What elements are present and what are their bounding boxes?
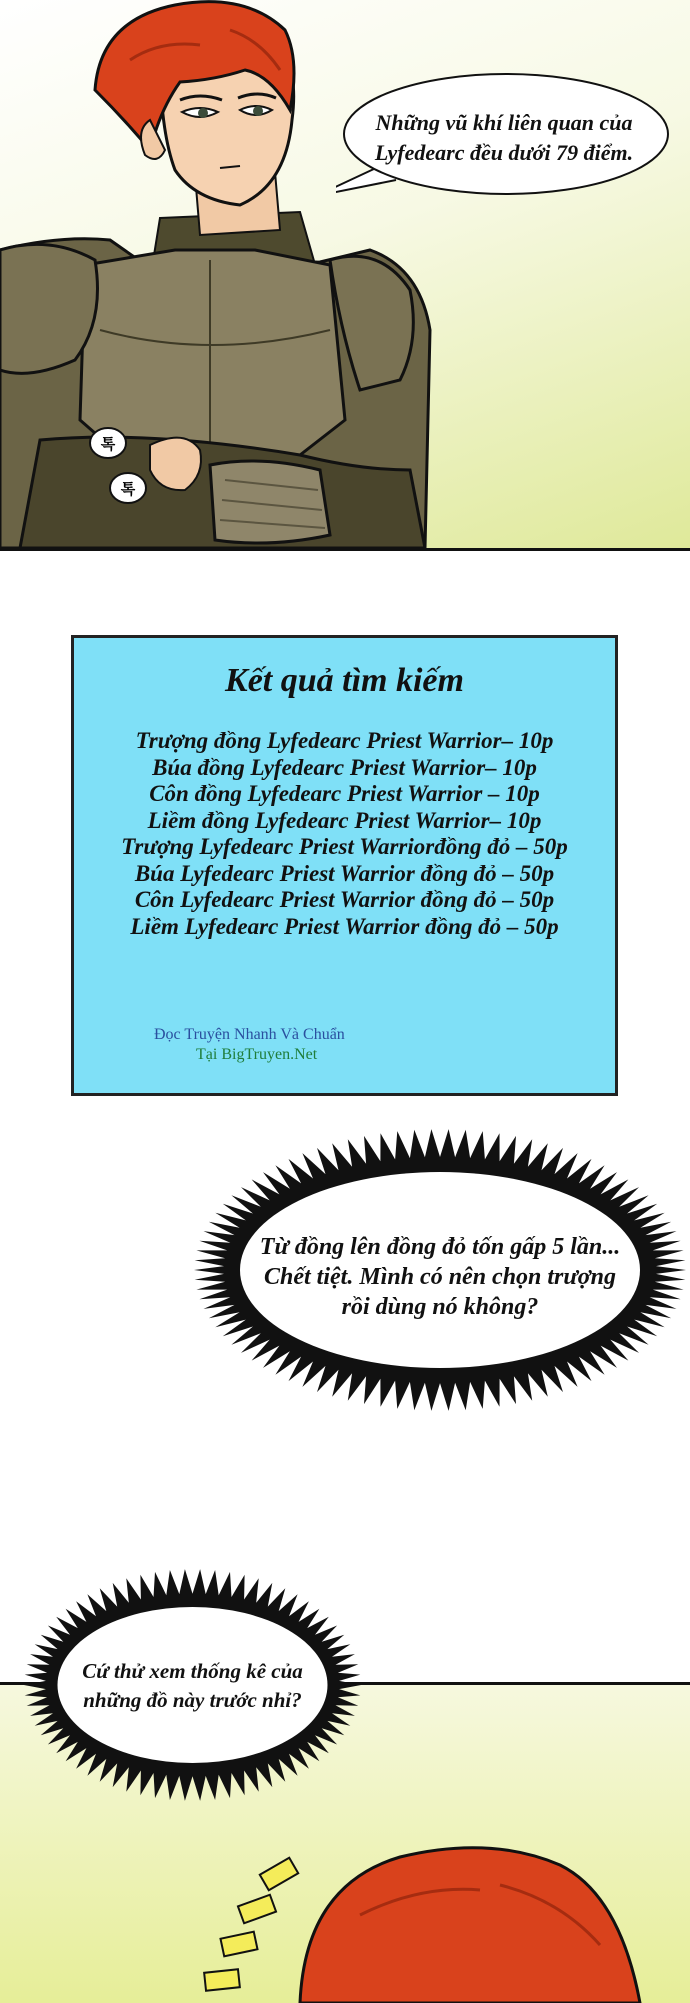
- result-item: Liềm đồng Lyfedearc Priest Warrior– 10p: [147, 807, 542, 833]
- result-item: Trượng đồng Lyfedearc Priest Warrior– 10p: [135, 728, 554, 753]
- search-results-title: Kết quả tìm kiếm: [225, 662, 464, 699]
- watermark-line-2: Tại BigTruyen.Net: [196, 1046, 318, 1063]
- result-item: Búa đồng Lyfedearc Priest Warrior– 10p: [152, 754, 537, 780]
- search-results-list: [74, 728, 615, 940]
- sfx-text-1: 톡: [100, 435, 116, 453]
- watermark: [154, 1025, 345, 1065]
- sfx-tap-1: [88, 425, 128, 466]
- burst2-line-1: Cứ thử xem thống kê của: [82, 1659, 303, 1683]
- burst-bubble-middle: [190, 1125, 690, 1415]
- sfx-text-2: 톡: [120, 480, 136, 498]
- result-item: Búa Lyfedearc Priest Warrior đồng đỏ – 50p: [134, 860, 555, 886]
- burst-bubble-bottom: [20, 1565, 365, 1805]
- watermark-line-1: Đọc Truyện Nhanh Và Chuẩn: [154, 1026, 345, 1043]
- burst2-line-2: những đồ này trước nhỉ?: [83, 1688, 302, 1712]
- comic-panel-top: [0, 0, 690, 551]
- speech-bubble-top: [336, 68, 672, 202]
- burst1-line-1: Từ đồng lên đồng đỏ tốn gấp 5 lần...: [259, 1234, 621, 1260]
- result-item: Liềm Lyfedearc Priest Warrior đồng đỏ – 50p: [130, 913, 559, 939]
- speech-line-1: Những vũ khí liên quan của: [375, 110, 633, 135]
- sfx-tap-2: [108, 470, 148, 511]
- result-item: Trượng Lyfedearc Priest Warriorđồng đỏ – 50p: [121, 834, 568, 859]
- search-results-box: [71, 635, 618, 1096]
- result-item: Côn đồng Lyfedearc Priest Warrior – 10p: [149, 781, 540, 806]
- speech-line-2: Lyfedearc đều dưới 79 điểm.: [374, 140, 634, 165]
- burst1-line-2: Chết tiệt. Mình có nên chọn trượng: [264, 1264, 616, 1290]
- burst1-line-3: rồi dùng nó không?: [341, 1294, 539, 1320]
- result-item: Côn Lyfedearc Priest Warrior đồng đỏ – 50p: [134, 887, 555, 912]
